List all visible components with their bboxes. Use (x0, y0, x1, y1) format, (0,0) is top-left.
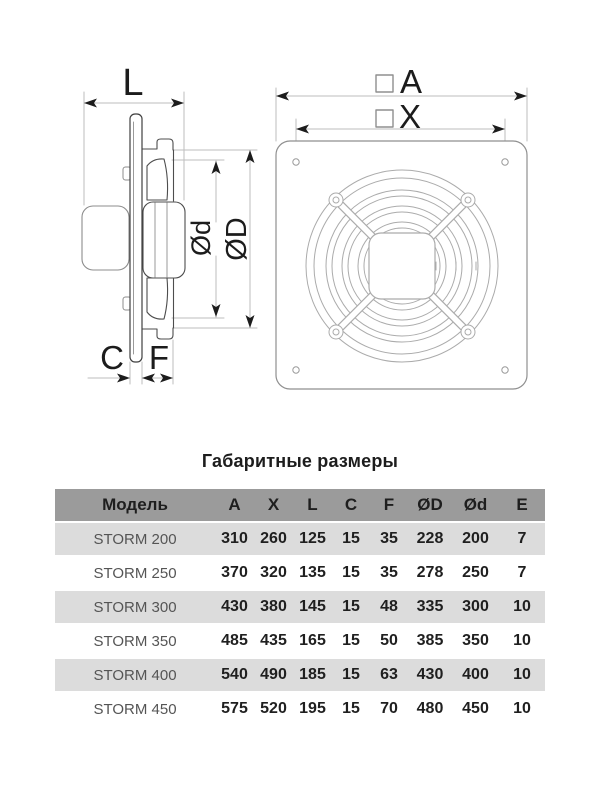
table-header (55, 489, 545, 523)
motor-body (82, 206, 129, 270)
cell-value: 335 (408, 591, 452, 625)
col-header-e: E (499, 489, 545, 523)
cell-value: 430 (215, 591, 254, 625)
cell-value: 10 (499, 591, 545, 625)
cell-value: 540 (215, 659, 254, 693)
cell-value: 250 (452, 557, 499, 591)
col-header-f: F (370, 489, 408, 523)
dimensions-table (55, 489, 545, 727)
cell-value: 430 (408, 659, 452, 693)
cell-value: 48 (370, 591, 408, 625)
cell-model: STORM 250 (55, 557, 215, 591)
col-header-od-small: Ød (452, 489, 499, 523)
square-symbol-x (376, 110, 393, 127)
cell-value: 228 (408, 523, 452, 557)
cell-value: 370 (215, 557, 254, 591)
cell-value: 575 (215, 693, 254, 727)
cell-value: 520 (254, 693, 293, 727)
grille-center-square (369, 233, 435, 299)
cell-value: 400 (452, 659, 499, 693)
cell-value: 35 (370, 557, 408, 591)
dim-label-x: X (398, 98, 422, 135)
cell-model: STORM 200 (55, 523, 215, 557)
mounting-plate-side (130, 114, 142, 362)
impeller-blade-bottom (147, 278, 168, 319)
impeller-hub (143, 202, 185, 278)
cell-value: 300 (452, 591, 499, 625)
table-row (55, 591, 545, 625)
cell-value: 125 (293, 523, 332, 557)
cell-value: 35 (370, 523, 408, 557)
table-row (55, 625, 545, 659)
cell-value: 310 (215, 523, 254, 557)
cell-value: 435 (254, 625, 293, 659)
cell-value: 350 (452, 625, 499, 659)
dim-label-l: L (122, 62, 144, 104)
cell-value: 450 (452, 693, 499, 727)
col-header-l: L (293, 489, 332, 523)
cell-value: 165 (293, 625, 332, 659)
cell-value: 15 (332, 557, 370, 591)
cell-value: 15 (332, 693, 370, 727)
cell-value: 15 (332, 659, 370, 693)
side-view (82, 62, 257, 384)
col-header-model: Модель (55, 489, 215, 523)
dim-label-f: F (148, 339, 170, 376)
dim-label-od-small: Ød (186, 219, 216, 257)
cell-value: 480 (408, 693, 452, 727)
dim-label-a: A (399, 63, 423, 100)
cell-value: 185 (293, 659, 332, 693)
cell-value: 385 (408, 625, 452, 659)
cell-value: 485 (215, 625, 254, 659)
cell-value: 15 (332, 591, 370, 625)
cell-model: STORM 400 (55, 659, 215, 693)
impeller-blade-top (147, 159, 168, 200)
cell-value: 145 (293, 591, 332, 625)
cell-model: STORM 350 (55, 625, 215, 659)
cell-value: 135 (293, 557, 332, 591)
col-header-x: X (254, 489, 293, 523)
col-header-od-big: ØD (408, 489, 452, 523)
cell-value: 63 (370, 659, 408, 693)
table-row (55, 557, 545, 591)
cell-value: 7 (499, 523, 545, 557)
table-row (55, 659, 545, 693)
cell-value: 7 (499, 557, 545, 591)
cell-value: 320 (254, 557, 293, 591)
cell-value: 15 (332, 523, 370, 557)
cell-value: 195 (293, 693, 332, 727)
cell-value: 10 (499, 659, 545, 693)
cell-value: 10 (499, 625, 545, 659)
cell-value: 10 (499, 693, 545, 727)
cell-value: 15 (332, 625, 370, 659)
dim-label-od-big: ØD (221, 217, 253, 261)
cell-model: STORM 300 (55, 591, 215, 625)
cell-value: 278 (408, 557, 452, 591)
front-view (276, 63, 527, 389)
cell-value: 200 (452, 523, 499, 557)
col-header-a: A (215, 489, 254, 523)
table-row (55, 693, 545, 727)
square-symbol-a (376, 75, 393, 92)
cell-value: 50 (370, 625, 408, 659)
cell-value: 380 (254, 591, 293, 625)
cell-value: 70 (370, 693, 408, 727)
col-header-c: C (332, 489, 370, 523)
cell-value: 490 (254, 659, 293, 693)
table-row (55, 523, 545, 557)
section-title: Габаритные размеры (201, 451, 399, 471)
cell-value: 260 (254, 523, 293, 557)
dim-label-c: C (100, 339, 124, 376)
cell-model: STORM 450 (55, 693, 215, 727)
